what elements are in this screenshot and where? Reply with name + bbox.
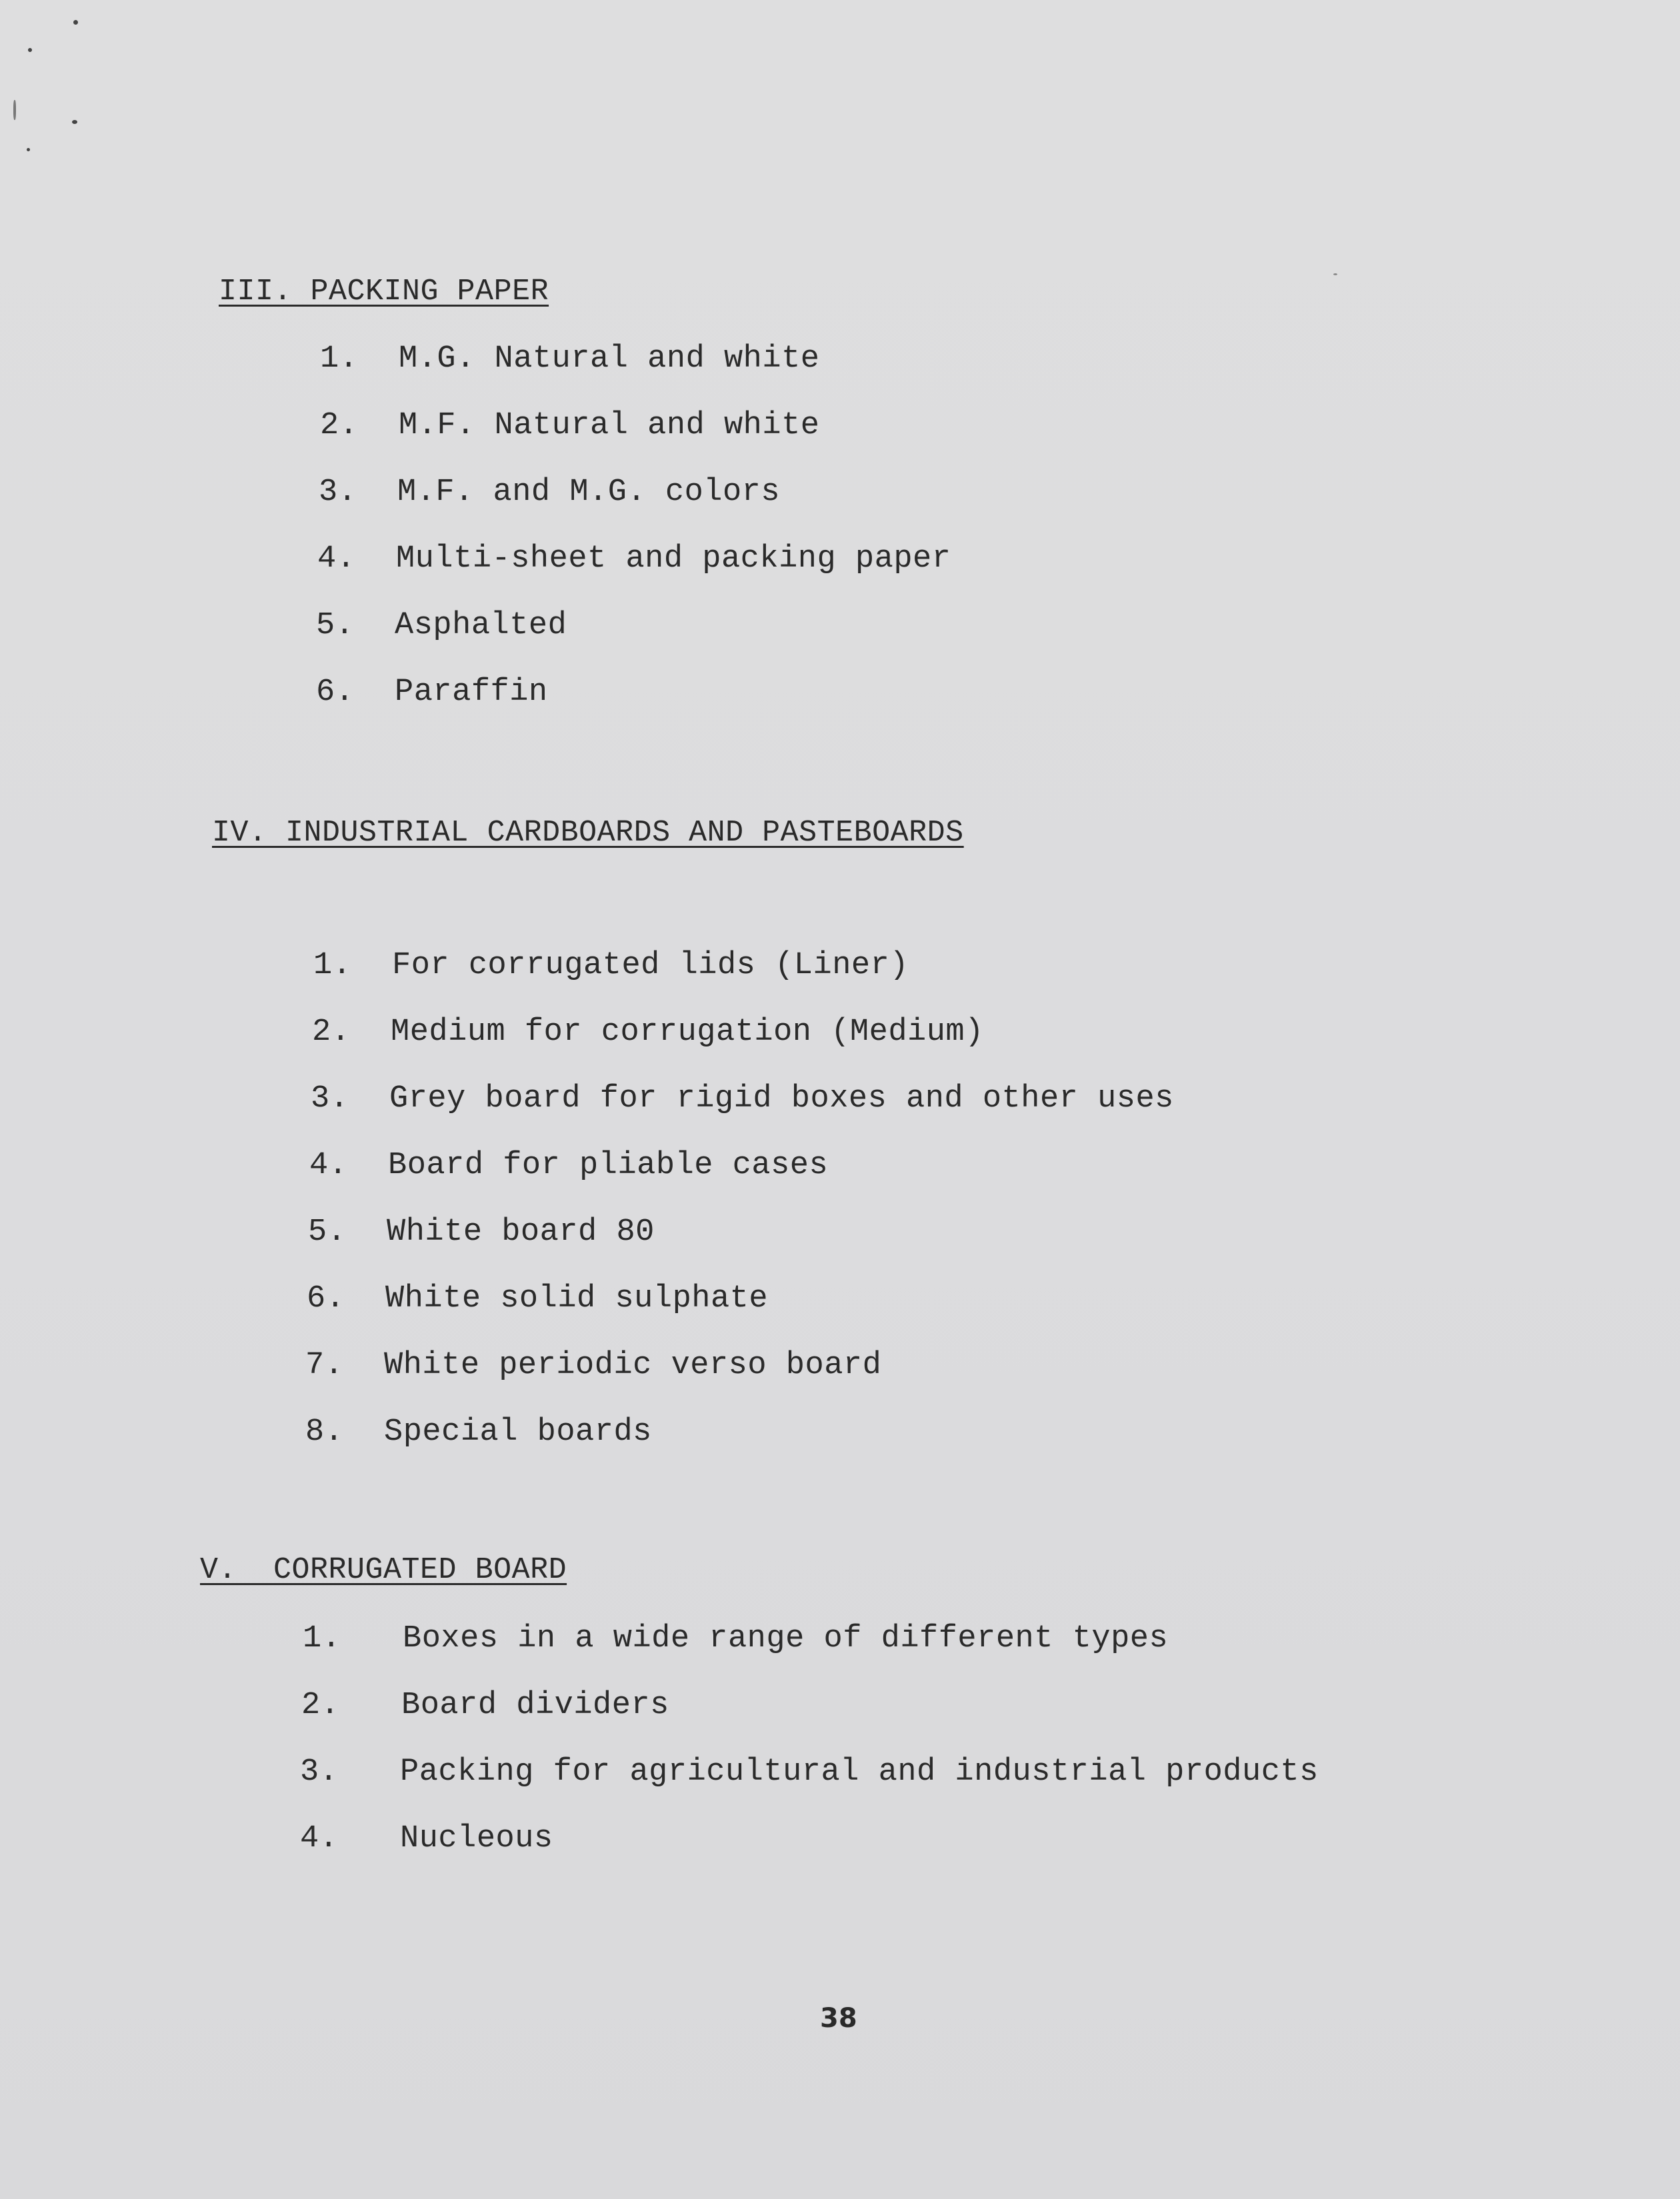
list-item-text: For corrugated lids (Liner)	[392, 948, 909, 983]
section-heading-corrugated-board: V. CORRUGATED BOARD	[200, 1553, 567, 1587]
list-item-number: 2.	[312, 1015, 351, 1050]
list-item-number: 3.	[311, 1081, 349, 1116]
list-item-number: 4.	[317, 541, 356, 577]
list-item-number: 4.	[300, 1821, 339, 1856]
scan-speck	[1333, 273, 1337, 275]
list-item-text: M.F. and M.G. colors	[397, 475, 781, 510]
list-item-number: 2.	[301, 1688, 340, 1723]
list-item-text: White board 80	[387, 1214, 655, 1250]
list-item-text: Multi-sheet and packing paper	[396, 541, 951, 577]
list-item-number: 2.	[320, 408, 359, 443]
list-item-number: 4.	[309, 1148, 348, 1183]
list-item-text: White solid sulphate	[385, 1281, 769, 1316]
list-item-number: 8.	[305, 1414, 344, 1450]
list-item-text: Board for pliable cases	[388, 1148, 829, 1183]
list-item-text: Asphalted	[395, 608, 567, 643]
list-item-number: 6.	[307, 1281, 345, 1316]
list-item-text: Nucleous	[400, 1821, 553, 1856]
list-item-number: 5.	[308, 1214, 347, 1250]
list-item-text: White periodic verso board	[384, 1348, 882, 1383]
list-item-number: 1.	[303, 1621, 341, 1656]
list-item-text: Boxes in a wide range of different types	[403, 1621, 1169, 1656]
list-item-number: 5.	[316, 608, 355, 643]
scan-speck	[73, 20, 78, 25]
list-item-text: Packing for agricultural and industrial products	[400, 1754, 1319, 1790]
list-item-text: Grey board for rigid boxes and other uses	[389, 1081, 1174, 1116]
list-item-number: 3.	[319, 475, 357, 510]
scan-speck	[28, 48, 32, 52]
list-item-text: Paraffin	[395, 675, 548, 710]
list-item-text: M.F. Natural and white	[399, 408, 820, 443]
scan-speck	[72, 120, 77, 124]
list-item-text: M.G. Natural and white	[399, 341, 820, 377]
list-item-number: 6.	[316, 675, 355, 710]
section-heading-packing-paper: III. PACKING PAPER	[219, 275, 549, 309]
list-item-text: Special boards	[384, 1414, 652, 1450]
section-heading-industrial-cardboards: IV. INDUSTRIAL CARDBOARDS AND PASTEBOARDS	[212, 816, 964, 850]
list-item-number: 3.	[300, 1754, 339, 1790]
scan-speck	[13, 100, 16, 120]
list-item-text: Board dividers	[401, 1688, 669, 1723]
page-number: 38	[820, 2003, 857, 2034]
list-item-number: 1.	[320, 341, 359, 377]
list-item-number: 1.	[313, 948, 352, 983]
list-item-text: Medium for corrugation (Medium)	[391, 1015, 984, 1050]
scan-speck	[27, 148, 30, 151]
list-item-number: 7.	[305, 1348, 344, 1383]
